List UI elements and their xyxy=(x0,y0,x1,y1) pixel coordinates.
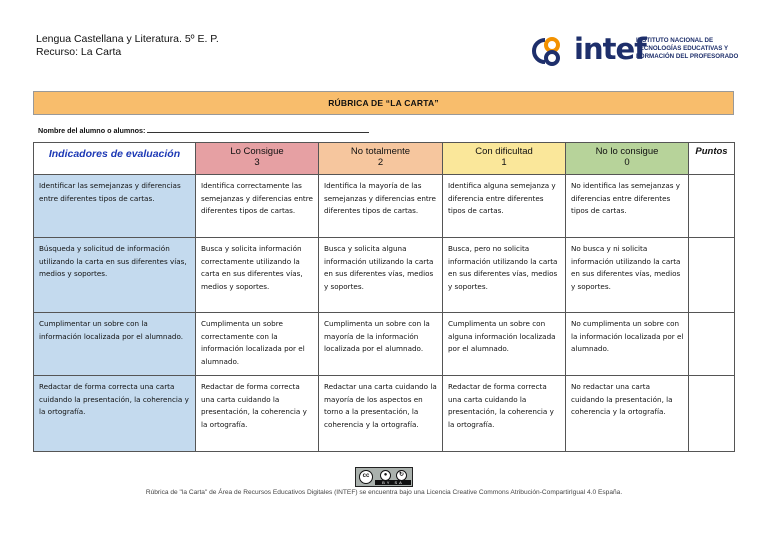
level-label: No totalmente xyxy=(350,146,411,157)
table-row xyxy=(34,175,735,238)
level-2-cell: Busca y solicita alguna información utilizando la carta en sus diferentes vías, medios y soportes. xyxy=(319,238,443,313)
intef-logo xyxy=(530,32,739,68)
rubric-title: RÚBRICA DE “LA CARTA” xyxy=(33,91,734,115)
level-1-cell: Cumplimenta un sobre con alguna información localizada por el alumnado. xyxy=(443,313,566,376)
header-level-2 xyxy=(319,143,443,175)
student-name-label: Nombre del alumno o alumnos: xyxy=(38,126,146,135)
level-3-cell: Cumplimenta un sobre correctamente con la información localizada por el alumnado. xyxy=(196,313,319,376)
cc-by-sa-badge[interactable] xyxy=(355,467,413,487)
indicator-cell: Identificar las semejanzas y diferencias entre diferentes tipos de cartas. xyxy=(34,175,196,238)
header-level-1 xyxy=(443,143,566,175)
level-3-cell: Busca y solicita información correctamente utilizando la carta en sus diferentes vías, medios y soportes. xyxy=(196,238,319,313)
level-label: Lo Consigue xyxy=(230,146,284,157)
subject-line: Lengua Castellana y Literatura. 5º E. P. xyxy=(36,33,219,45)
rubric-table xyxy=(33,142,735,452)
indicator-cell: Búsqueda y solicitud de información utilizando la carta en sus diferentes vías, medios y soportes. xyxy=(34,238,196,313)
level-3-cell: Redactar de forma correcta una carta cuidando la presentación, la coherencia y la ortografía. xyxy=(196,376,319,452)
level-1-cell: Identifica alguna semejanza y diferencia entre diferentes tipos de cartas. xyxy=(443,175,566,238)
table-row xyxy=(34,238,735,313)
points-cell[interactable] xyxy=(689,313,735,376)
indicator-cell: Cumplimentar un sobre con la información localizada por el alumnado. xyxy=(34,313,196,376)
level-0-cell: No busca y ni solicita información utilizando la carta en sus diferentes vías, medios y soportes. xyxy=(566,238,689,313)
indicator-cell: Redactar de forma correcta una carta cuidando la presentación, la coherencia y la ortografía. xyxy=(34,376,196,452)
level-score: 1 xyxy=(501,157,507,168)
student-name-field xyxy=(38,126,369,135)
level-0-cell: No identifica las semejanzas y diferencias entre diferentes tipos de cartas. xyxy=(566,175,689,238)
document-header xyxy=(36,33,219,59)
level-score: 2 xyxy=(377,157,384,168)
points-cell[interactable] xyxy=(689,238,735,313)
level-1-cell: Busca, pero no solicita información utilizando la carta en sus diferentes vías, medios y soportes. xyxy=(443,238,566,313)
intef-wordmark: intef xyxy=(574,32,646,66)
level-score: 3 xyxy=(254,157,260,168)
by-person-icon: ● xyxy=(380,470,391,481)
intef-subtitle-line: TECNOLOGÍAS EDUCATIVAS Y xyxy=(636,45,729,52)
license-text: Rúbrica de "la Carta" de Área de Recursos Educativos Digitales (INTEF) se encuentra bajo una Licencia Creative Commons Atribución-CompartirIgual 4.0 España. xyxy=(145,489,623,496)
table-row xyxy=(34,376,735,452)
intef-logo-icon xyxy=(530,34,570,68)
rubric-header-row xyxy=(34,143,735,175)
level-score: 0 xyxy=(624,157,630,168)
sa-label: SA xyxy=(394,480,404,485)
cc-icon: cc xyxy=(359,470,373,484)
level-2-cell: Identifica la mayoría de las semejanzas y diferencias entre diferentes tipos de cartas. xyxy=(319,175,443,238)
header-level-3 xyxy=(196,143,319,175)
level-2-cell: Cumplimenta un sobre con la mayoría de la información localizada por el alumnado. xyxy=(319,313,443,376)
intef-subtitle xyxy=(636,37,746,61)
level-1-cell: Redactar de forma correcta una carta cuidando la presentación, la coherencia y la ortografía. xyxy=(443,376,566,452)
student-name-blank xyxy=(147,132,369,133)
table-row xyxy=(34,313,735,376)
level-2-cell: Redactar una carta cuidando la mayoría de los aspectos en torno a la presentación, la coherencia y la ortografía. xyxy=(319,376,443,452)
level-0-cell: No cumplimenta un sobre con la información localizada por el alumnado. xyxy=(566,313,689,376)
points-cell[interactable] xyxy=(689,175,735,238)
intef-subtitle-line: FORMACIÓN DEL PROFESORADO xyxy=(636,53,739,60)
level-label: No lo consigue xyxy=(595,146,659,157)
header-level-0 xyxy=(566,143,689,175)
header-points: Puntos xyxy=(689,143,735,175)
points-cell[interactable] xyxy=(689,376,735,452)
level-3-cell: Identifica correctamente las semejanzas y diferencias entre diferentes tipos de cartas. xyxy=(196,175,319,238)
intef-subtitle-line: INSTITUTO NACIONAL DE xyxy=(636,37,714,44)
sa-share-icon: ↻ xyxy=(396,470,407,481)
level-label: Con dificultad xyxy=(475,146,533,157)
resource-line: Recurso: La Carta xyxy=(36,46,122,58)
cc-label-bar xyxy=(375,480,411,485)
by-label: BY xyxy=(382,480,392,485)
header-indicators: Indicadores de evaluación xyxy=(34,143,196,175)
level-0-cell: No redactar una carta cuidando la presentación, la coherencia y la ortografía. xyxy=(566,376,689,452)
